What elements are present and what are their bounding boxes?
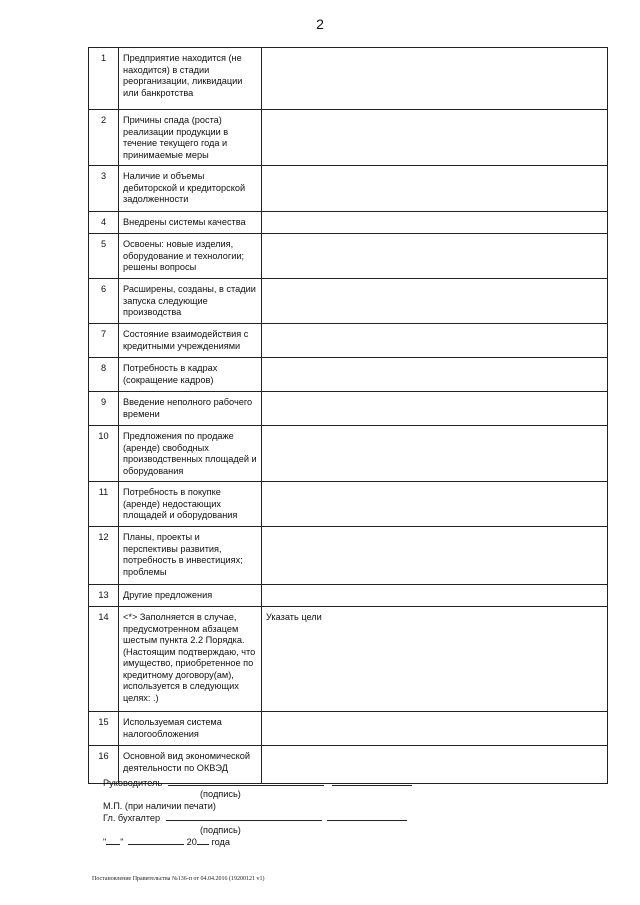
row-value-field[interactable] bbox=[262, 324, 608, 358]
date-close-quote: " bbox=[120, 837, 124, 848]
row-label: Потребность в покупке (аренде) недостающих площадей и оборудования bbox=[119, 482, 262, 527]
row-label: Внедрены системы качества bbox=[119, 212, 262, 234]
page-number: 2 bbox=[316, 16, 324, 32]
row-number: 8 bbox=[89, 358, 119, 392]
row-number: 4 bbox=[89, 212, 119, 234]
row-value-field[interactable] bbox=[262, 110, 608, 166]
stamp-note: М.П. (при наличии печати) bbox=[103, 800, 216, 811]
row-label: Освоены: новые изделия, оборудование и технологии; решены вопросы bbox=[119, 234, 262, 279]
date-day-line[interactable] bbox=[106, 836, 120, 845]
info-table bbox=[88, 47, 608, 784]
row-label: <*> Заполняется в случае, предусмотренном абзацем шестым пункта 2.2 Порядка. (Настоящим подтверждаю, что имущество, приобретенное по кредитному договору(ам), используется в следующих целях: .) bbox=[119, 607, 262, 712]
row-value-field[interactable] bbox=[262, 482, 608, 527]
head-name-line[interactable] bbox=[332, 777, 412, 786]
table-row bbox=[89, 110, 608, 166]
row-number: 5 bbox=[89, 234, 119, 279]
row-value-field[interactable] bbox=[262, 166, 608, 212]
row-number: 12 bbox=[89, 527, 119, 585]
row-label: Другие предложения bbox=[119, 585, 262, 607]
row-label: Введение неполного рабочего времени bbox=[119, 392, 262, 426]
row-number: 16 bbox=[89, 746, 119, 784]
row-number: 1 bbox=[89, 48, 119, 110]
row-value-field[interactable] bbox=[262, 392, 608, 426]
row-number: 10 bbox=[89, 426, 119, 482]
row-label: Предприятие находится (не находится) в стадии реорганизации, ликвидации или банкротства bbox=[119, 48, 262, 110]
accountant-signature-row bbox=[103, 812, 412, 824]
row-label: Расширены, созданы, в стадии запуска следующие производства bbox=[119, 279, 262, 324]
accountant-signature-line[interactable] bbox=[166, 812, 322, 821]
row-number: 15 bbox=[89, 712, 119, 746]
date-year-suffix: года bbox=[211, 837, 230, 848]
date-open-quote: " bbox=[103, 837, 107, 848]
table-row bbox=[89, 358, 608, 392]
table-row bbox=[89, 585, 608, 607]
row-number: 3 bbox=[89, 166, 119, 212]
table-row bbox=[89, 166, 608, 212]
head-label: Руководитель bbox=[103, 778, 163, 788]
row-value-field[interactable] bbox=[262, 234, 608, 279]
row-number: 13 bbox=[89, 585, 119, 607]
table-row bbox=[89, 48, 608, 110]
table-row bbox=[89, 482, 608, 527]
head-signature-row bbox=[103, 777, 412, 789]
row-value-field[interactable] bbox=[262, 527, 608, 585]
date-month-line[interactable] bbox=[128, 836, 184, 845]
row-value-field[interactable] bbox=[262, 358, 608, 392]
date-year-line[interactable] bbox=[197, 836, 209, 845]
row-number: 6 bbox=[89, 279, 119, 324]
accountant-name-line[interactable] bbox=[327, 812, 407, 821]
row-value-field[interactable] bbox=[262, 279, 608, 324]
signature-block bbox=[103, 777, 412, 848]
row-label: Планы, проекты и перспективы развития, потребность в инвестициях; проблемы bbox=[119, 527, 262, 585]
signature-caption-1: (подпись) bbox=[200, 789, 241, 800]
table-row bbox=[89, 324, 608, 358]
row-number: 7 bbox=[89, 324, 119, 358]
accountant-label: Гл. бухгалтер bbox=[103, 813, 161, 824]
row-number: 9 bbox=[89, 392, 119, 426]
table-row bbox=[89, 527, 608, 585]
signature-caption-2: (подпись) bbox=[200, 824, 241, 835]
document-footer: Постановление Правительства №136-п от 04.04.2016 (19200121 v1) bbox=[92, 876, 265, 882]
row-value-field[interactable] bbox=[262, 585, 608, 607]
row-label: Используемая система налогообложения bbox=[119, 712, 262, 746]
date-year-prefix: 20 bbox=[186, 837, 197, 848]
row-label: Состояние взаимодействия с кредитными учреждениями bbox=[119, 324, 262, 358]
row-label: Основной вид экономической деятельности по ОКВЭД bbox=[119, 746, 262, 784]
table-row bbox=[89, 279, 608, 324]
row-label: Наличие и объемы дебиторской и кредиторской задолженности bbox=[119, 166, 262, 212]
row-value-field[interactable] bbox=[262, 712, 608, 746]
row-value-field[interactable] bbox=[262, 48, 608, 110]
row-number: 14 bbox=[89, 607, 119, 712]
table-row bbox=[89, 712, 608, 746]
table-row bbox=[89, 234, 608, 279]
table-row bbox=[89, 392, 608, 426]
row-number: 2 bbox=[89, 110, 119, 166]
table-row bbox=[89, 607, 608, 712]
row-number: 11 bbox=[89, 482, 119, 527]
head-signature-line[interactable] bbox=[168, 777, 324, 786]
table-row bbox=[89, 212, 608, 234]
row-value-field[interactable] bbox=[262, 426, 608, 482]
row-value-field[interactable]: Указать цели bbox=[262, 607, 608, 712]
date-row bbox=[103, 836, 412, 848]
table-row bbox=[89, 426, 608, 482]
row-label: Потребность в кадрах (сокращение кадров) bbox=[119, 358, 262, 392]
row-value-field[interactable] bbox=[262, 212, 608, 234]
row-label: Причины спада (роста) реализации продукции в течение текущего года и принимаемые меры bbox=[119, 110, 262, 166]
row-label: Предложения по продаже (аренде) свободных производственных площадей и оборудования bbox=[119, 426, 262, 482]
